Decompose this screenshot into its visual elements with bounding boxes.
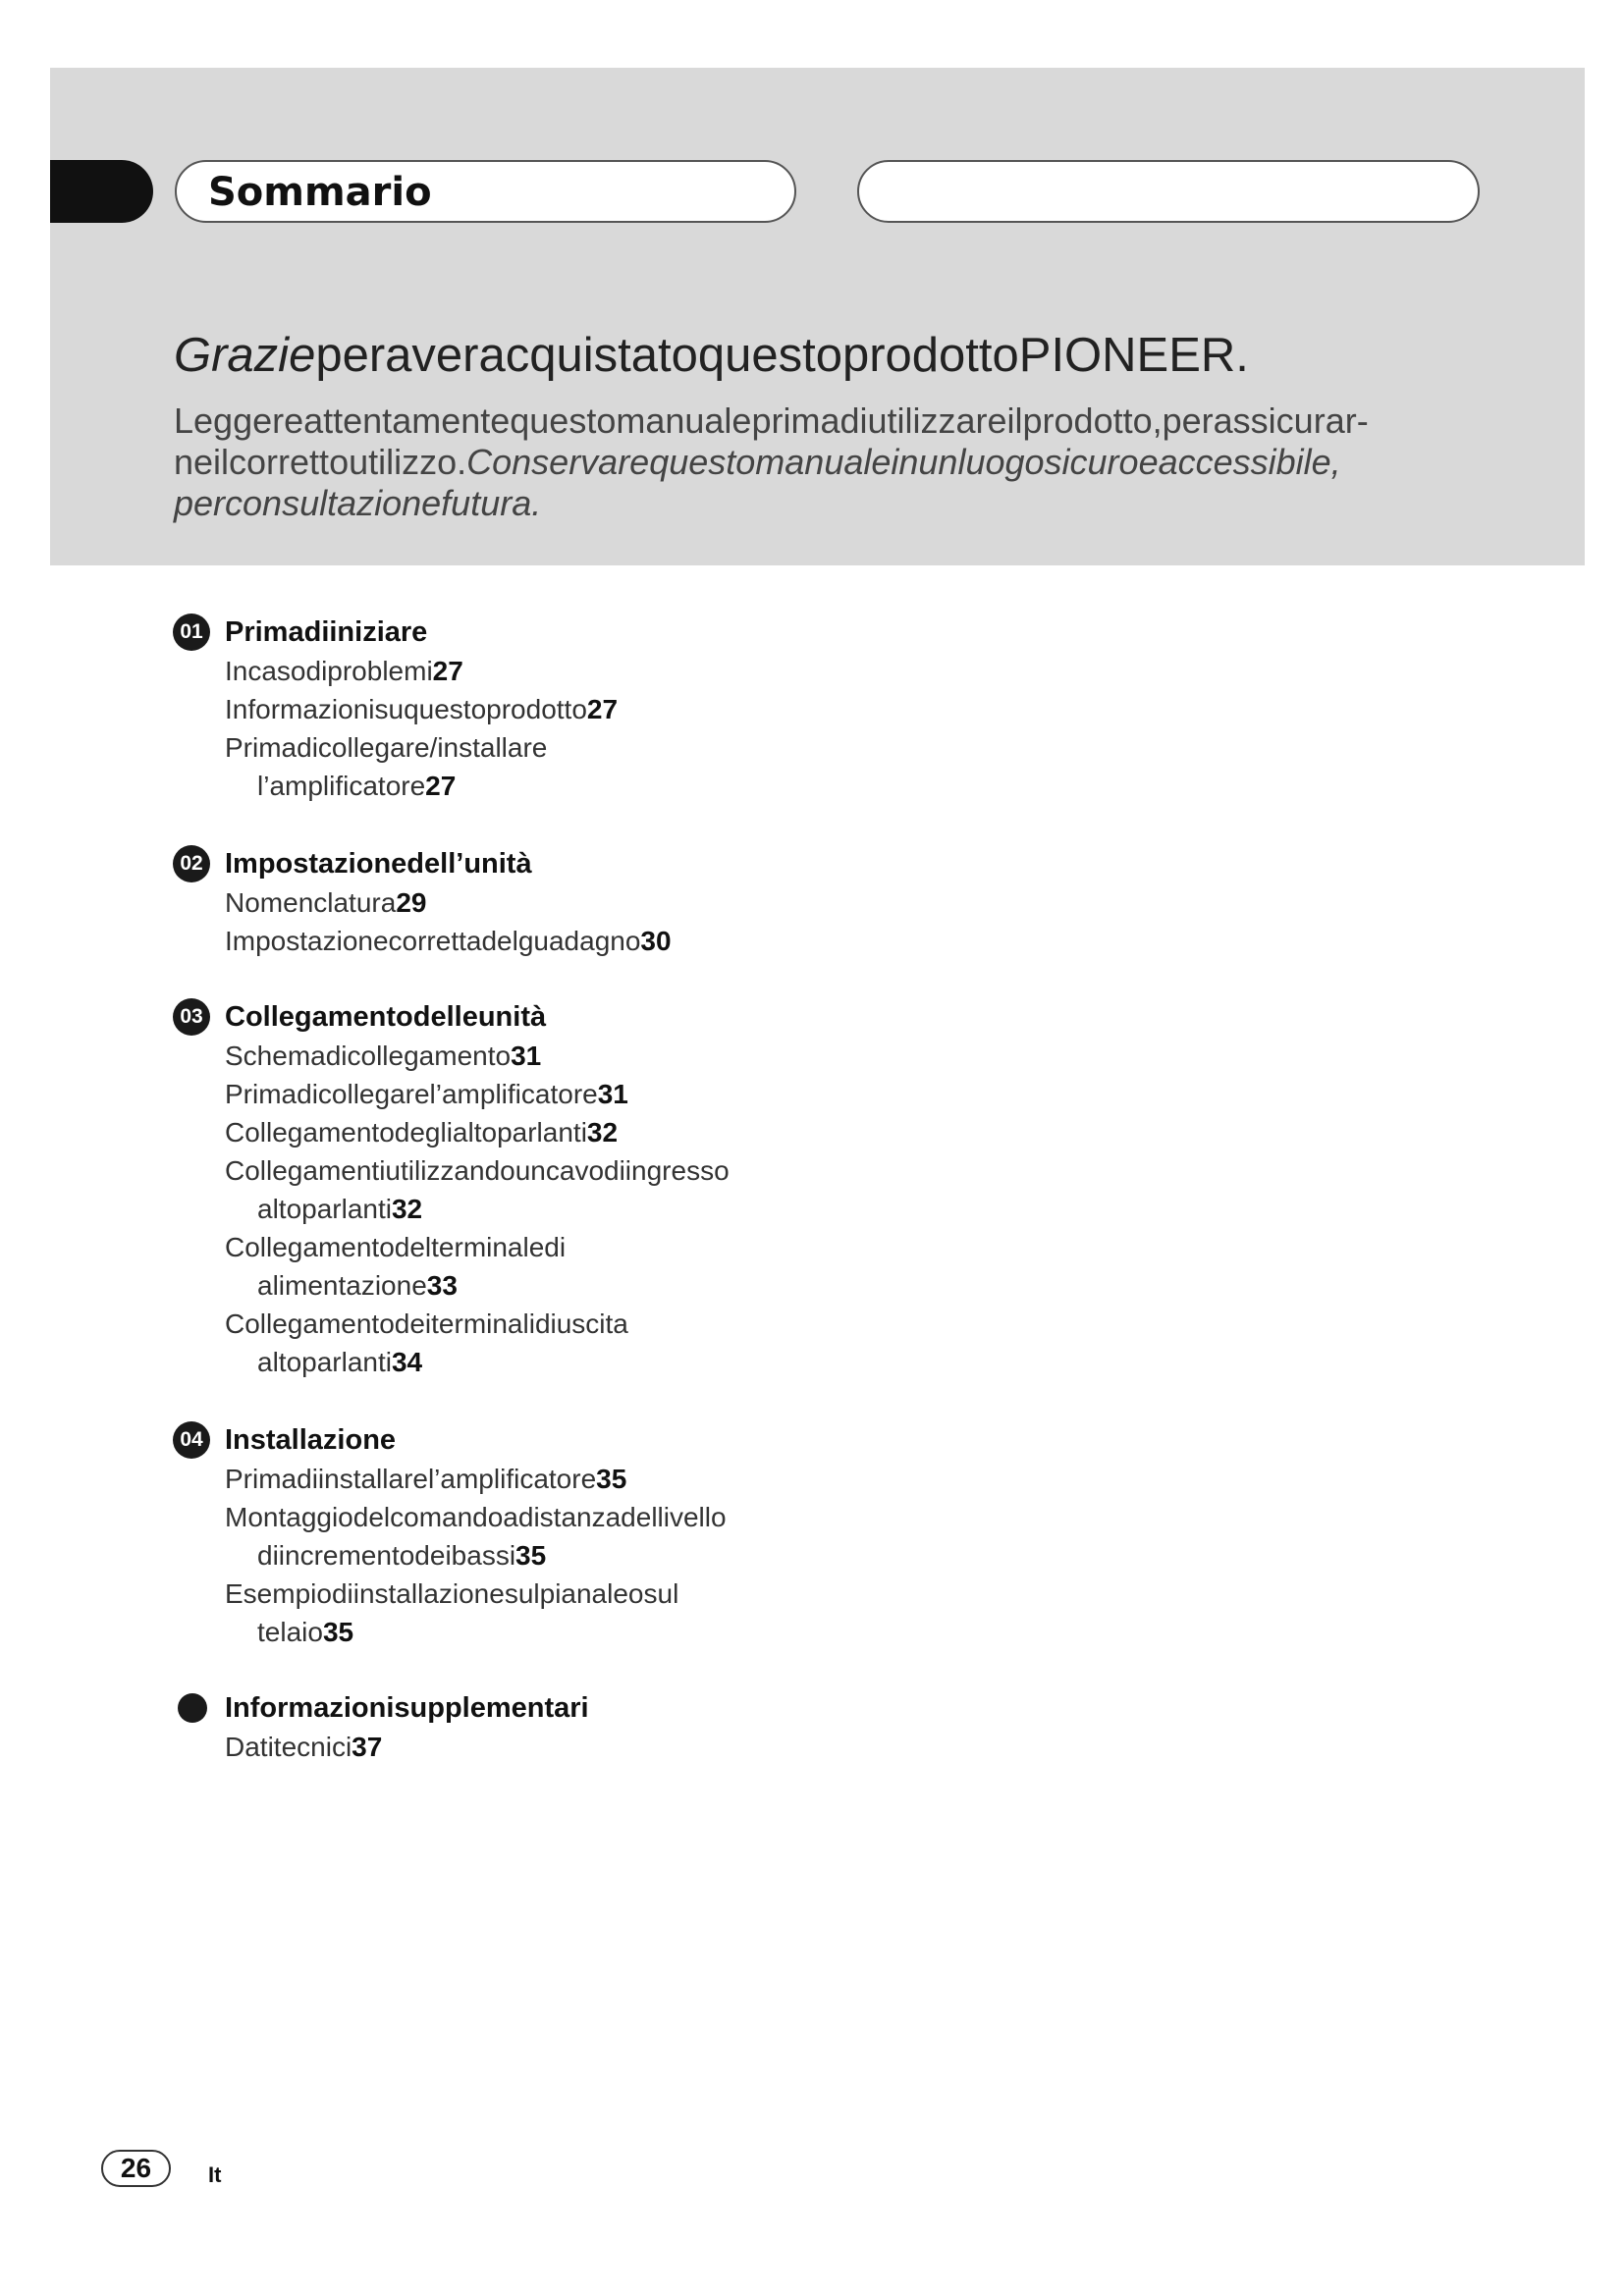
toc-entry-page: 27 <box>586 694 619 724</box>
toc-entry-page: 27 <box>432 656 463 686</box>
toc-entry[interactable] <box>225 1305 709 1381</box>
toc-entry-text: Datitecnici <box>225 1732 352 1762</box>
section-title: Impostazionedell’unità <box>225 848 532 880</box>
toc-entry[interactable] <box>225 1228 630 1305</box>
toc-entry-text: Incasodiproblemi <box>225 656 433 686</box>
intro-heading-rest: peraveracquistatoquestoprodottoPIONEER. <box>315 329 1249 382</box>
toc-entry[interactable] <box>225 1575 768 1651</box>
toc-entry[interactable] <box>225 1728 846 1766</box>
section-number-badge: 01 <box>173 614 210 651</box>
toc-entry[interactable] <box>225 922 846 960</box>
blank-title-box <box>857 160 1480 223</box>
page-number: 26 <box>101 2150 171 2187</box>
toc-entry-page: 33 <box>426 1270 458 1301</box>
toc-entry-text: Impostazionecorrettadelguadagno <box>225 926 641 956</box>
toc-entry-text: Esempiodiinstallazionesulpianaleosul telaio <box>225 1578 679 1647</box>
toc-entry-text: Primadiinstallarel’amplificatore <box>225 1464 597 1494</box>
toc-entry[interactable] <box>225 1037 846 1075</box>
toc-entry-page: 29 <box>396 887 427 918</box>
section-bullet-icon <box>178 1693 207 1723</box>
toc-entry-text: Informazionisuquestoprodotto <box>225 694 587 724</box>
toc-entry-page: 32 <box>391 1194 423 1224</box>
intro-heading <box>174 321 1548 390</box>
toc-entry-page: 35 <box>322 1617 354 1647</box>
intro-heading-italic: Grazie <box>174 329 316 382</box>
toc-entry[interactable] <box>225 652 846 690</box>
section-title: Collegamentodelleunità <box>225 1001 547 1033</box>
toc-entry[interactable] <box>225 728 630 805</box>
toc-entry-text: Primadicollegarel’amplificatore <box>225 1079 598 1109</box>
toc-entry[interactable] <box>225 1498 807 1575</box>
toc-entry[interactable] <box>225 1460 846 1498</box>
toc-section <box>173 1420 846 1651</box>
toc-entry-text: Collegamentodeiterminalidiuscita altoparlanti <box>225 1308 628 1377</box>
toc-entry-page: 27 <box>425 771 457 801</box>
toc-entry-page: 31 <box>597 1079 628 1109</box>
section-number-badge: 02 <box>173 845 210 882</box>
toc-entry-text: Nomenclatura <box>225 887 397 918</box>
toc-entry[interactable] <box>225 690 846 728</box>
section-title: Informazionisupplementari <box>225 1692 589 1724</box>
toc-entry-page: 35 <box>596 1464 627 1494</box>
toc-entry-text: Collegamentiutilizzandouncavodiingresso altoparlanti <box>225 1155 730 1224</box>
toc-entry-text: Montaggiodelcomandoadistanzadellivello diincrementodeibassi <box>225 1502 727 1571</box>
toc-entry-page: 32 <box>586 1117 619 1148</box>
language-code: It <box>208 2163 222 2187</box>
toc-entry[interactable] <box>225 1151 807 1228</box>
toc-entry-page: 31 <box>511 1041 542 1071</box>
section-number-badge: 04 <box>173 1421 210 1459</box>
page-title: Sommario <box>208 170 432 215</box>
toc-entry[interactable] <box>225 1113 846 1151</box>
toc-entry[interactable] <box>225 883 846 922</box>
toc-entry-page: 35 <box>515 1540 547 1571</box>
chapter-tab <box>50 160 153 223</box>
section-title: Primadiiniziare <box>225 616 428 648</box>
section-title: Installazione <box>225 1424 397 1456</box>
toc-entry-page: 30 <box>640 926 672 956</box>
toc-entry[interactable] <box>225 1075 846 1113</box>
section-number-badge: 03 <box>173 998 210 1036</box>
toc-section <box>173 613 846 805</box>
toc-section <box>173 844 846 960</box>
toc-entry-text: Collegamentodelterminaledi alimentazione <box>225 1232 567 1301</box>
toc-entry-text: Primadicollegare/installare l’amplificatore <box>225 732 548 801</box>
intro-paragraph-regular: Leggereattentamentequestomanualeprimadiutilizzareilprodotto,perassicurar-neilcorrettoutilizzo. <box>174 400 1369 482</box>
toc-section <box>173 997 846 1381</box>
toc-section <box>173 1688 846 1766</box>
toc-entry-text: Schemadicollegamento <box>225 1041 512 1071</box>
intro-paragraph <box>174 400 1489 524</box>
toc-entry-text: Collegamentodeglialtoparlanti <box>225 1117 587 1148</box>
title-box <box>175 160 796 223</box>
toc-entry-page: 37 <box>352 1732 383 1762</box>
toc-entry-page: 34 <box>391 1347 423 1377</box>
intro-paragraph-italic: Conservarequestomanualeinunluogosicuroeaccessibile, perconsultazionefutura. <box>174 442 1341 523</box>
